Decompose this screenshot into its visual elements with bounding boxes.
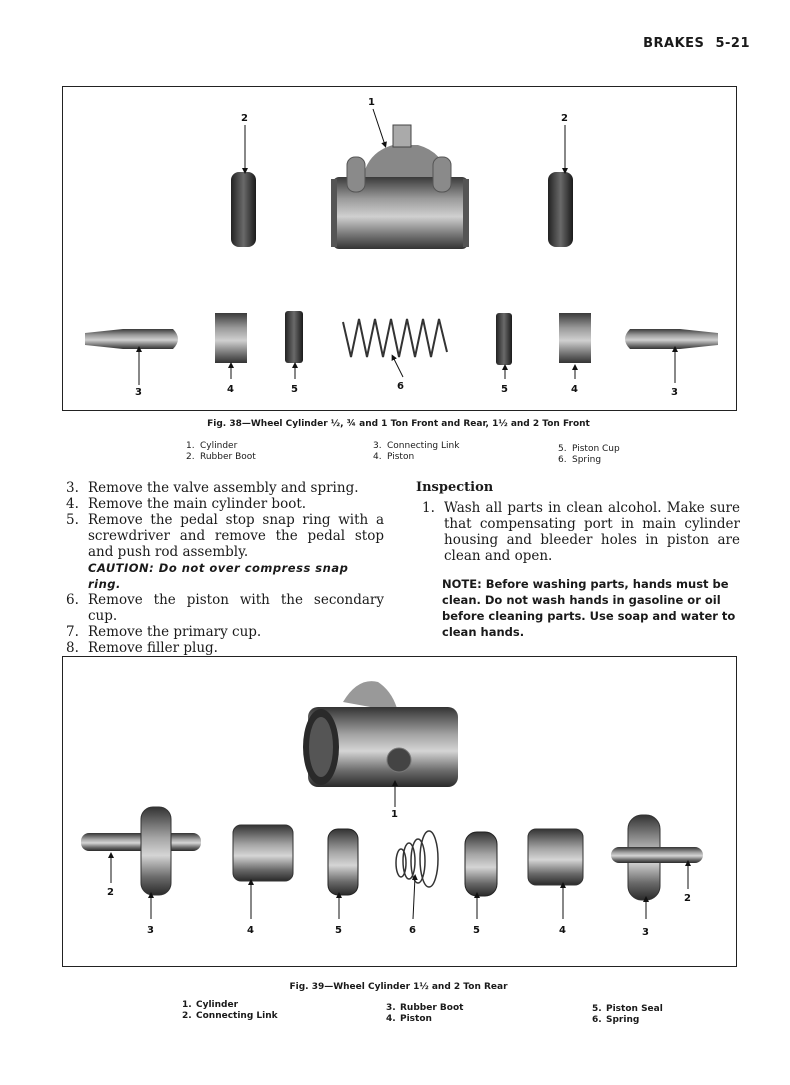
step-number: 3.	[66, 480, 79, 496]
legend-num: 2.	[186, 452, 195, 462]
legend-num: 4.	[373, 452, 382, 462]
step-item	[66, 624, 384, 640]
inspection-step	[422, 500, 740, 564]
legend-label: Piston Cup	[572, 444, 620, 454]
spring-part	[343, 319, 447, 357]
figure-39-illustration	[63, 657, 736, 966]
legend-num: 5.	[592, 1004, 602, 1014]
step-text: Remove the pedal stop snap ring with a screwdriver and remove the pedal stop and push rod assembly.	[88, 512, 384, 560]
figure-38-illustration	[63, 87, 736, 410]
figure-38-legend-col1	[186, 441, 256, 463]
legend-num: 3.	[373, 441, 382, 451]
step-item	[66, 512, 384, 560]
figure-38-caption: Fig. 38—Wheel Cylinder ½, ¾ and 1 Ton Front and Rear, 1½ and 2 Ton Front	[207, 419, 590, 429]
piston-left	[215, 313, 247, 363]
legend-label: Cylinder	[196, 1000, 239, 1010]
step-text: Remove the valve assembly and spring.	[88, 480, 359, 496]
spring-part	[396, 831, 438, 887]
legend-label: Connecting Link	[196, 1011, 278, 1021]
legend-num: 5.	[558, 444, 567, 454]
legend-label: Spring	[572, 455, 602, 465]
legend-num: 2.	[182, 1011, 192, 1021]
legend-label: Piston	[387, 452, 415, 462]
legend-num: 6.	[558, 455, 567, 465]
piston-seal-left	[328, 829, 358, 895]
figure-38	[62, 86, 737, 411]
rubber-boot-left	[231, 172, 256, 247]
figure-39-legend-col3	[592, 1004, 663, 1026]
callout-5: 5	[501, 384, 508, 395]
step-item	[66, 640, 384, 656]
callout-3: 3	[135, 387, 142, 398]
step-number: 4.	[66, 496, 79, 512]
legend-label: Piston	[400, 1014, 432, 1024]
callout-2: 2	[561, 113, 568, 124]
piston-cup-left	[285, 311, 303, 363]
figure-39-legend-col2	[386, 1003, 463, 1025]
step-text: Remove the primary cup.	[88, 624, 262, 640]
note-text: NOTE: Before washing parts, hands must be clean. Do not wash hands in gasoline or oil before cleaning parts. Use soap and water to clean hands.	[442, 577, 736, 639]
legend-label: Rubber Boot	[200, 452, 256, 462]
piston-right	[559, 313, 591, 363]
step-number: 8.	[66, 640, 79, 656]
step-text: Remove filler plug.	[88, 640, 218, 656]
legend-label: Cylinder	[200, 441, 238, 451]
connecting-link-left	[85, 329, 178, 349]
figure-39-legend-col1	[182, 1000, 278, 1022]
callout-1: 1	[391, 809, 398, 820]
legend-label: Connecting Link	[387, 441, 460, 451]
callout-1: 1	[368, 97, 375, 108]
legend-num: 1.	[182, 1000, 192, 1010]
callout-4: 4	[227, 384, 234, 395]
legend-num: 6.	[592, 1015, 602, 1025]
step-text: Remove the main cylinder boot.	[88, 496, 307, 512]
callout-2: 2	[107, 887, 114, 898]
step-number: 6.	[66, 592, 79, 608]
callout-3: 3	[147, 925, 154, 936]
inspection-section	[416, 480, 740, 640]
piston-right	[528, 829, 583, 885]
piston-left	[233, 825, 293, 881]
callout-6: 6	[397, 381, 404, 392]
figure-38-legend-col2	[373, 441, 459, 463]
legend-num: 1.	[186, 441, 195, 451]
piston-seal-right	[465, 832, 497, 896]
step-text: Wash all parts in clean alcohol. Make sure that compensating port in main cylinder housing and bleeder holes in piston are clean and open.	[444, 500, 740, 564]
piston-cup-right	[496, 313, 512, 365]
step-number: 1.	[422, 500, 435, 516]
callout-3: 3	[642, 927, 649, 938]
callout-6: 6	[409, 925, 416, 936]
callout-5: 5	[291, 384, 298, 395]
callout-labels	[107, 809, 691, 938]
legend-label: Piston Seal	[606, 1004, 663, 1014]
rubber-boot-right	[548, 172, 573, 247]
figure-39	[62, 656, 737, 967]
callout-5: 5	[335, 925, 342, 936]
rubber-boot-left	[141, 807, 171, 895]
section-title: BRAKES	[643, 36, 705, 51]
cylinder-part	[303, 681, 458, 787]
inspection-heading: Inspection	[416, 480, 494, 495]
connecting-link-right	[611, 847, 703, 863]
cylinder-part	[331, 125, 469, 249]
callout-4: 4	[559, 925, 566, 936]
legend-label: Spring	[606, 1015, 640, 1025]
step-item	[66, 592, 384, 624]
callout-4: 4	[247, 925, 254, 936]
legend-num: 3.	[386, 1003, 396, 1013]
legend-num: 4.	[386, 1014, 396, 1024]
legend-label: Rubber Boot	[400, 1003, 464, 1013]
step-number: 5.	[66, 512, 79, 528]
connecting-link-right	[625, 329, 718, 349]
page-header	[643, 36, 750, 51]
step-item	[66, 480, 384, 496]
figure-39-caption: Fig. 39—Wheel Cylinder 1½ and 2 Ton Rear	[289, 982, 508, 992]
caution-note: CAUTION: Do not over compress snap ring.	[88, 561, 349, 591]
callout-4: 4	[571, 384, 578, 395]
callout-2: 2	[684, 893, 691, 904]
step-item	[66, 496, 384, 512]
page-number: 5-21	[715, 36, 750, 51]
callout-5: 5	[473, 925, 480, 936]
step-number: 7.	[66, 624, 79, 640]
step-text: Remove the piston with the secondary cup.	[88, 592, 384, 624]
disassembly-steps	[66, 480, 384, 656]
callout-3: 3	[671, 387, 678, 398]
callout-arrows	[111, 783, 688, 919]
figure-38-legend-col3	[558, 444, 620, 466]
callout-2: 2	[241, 113, 248, 124]
